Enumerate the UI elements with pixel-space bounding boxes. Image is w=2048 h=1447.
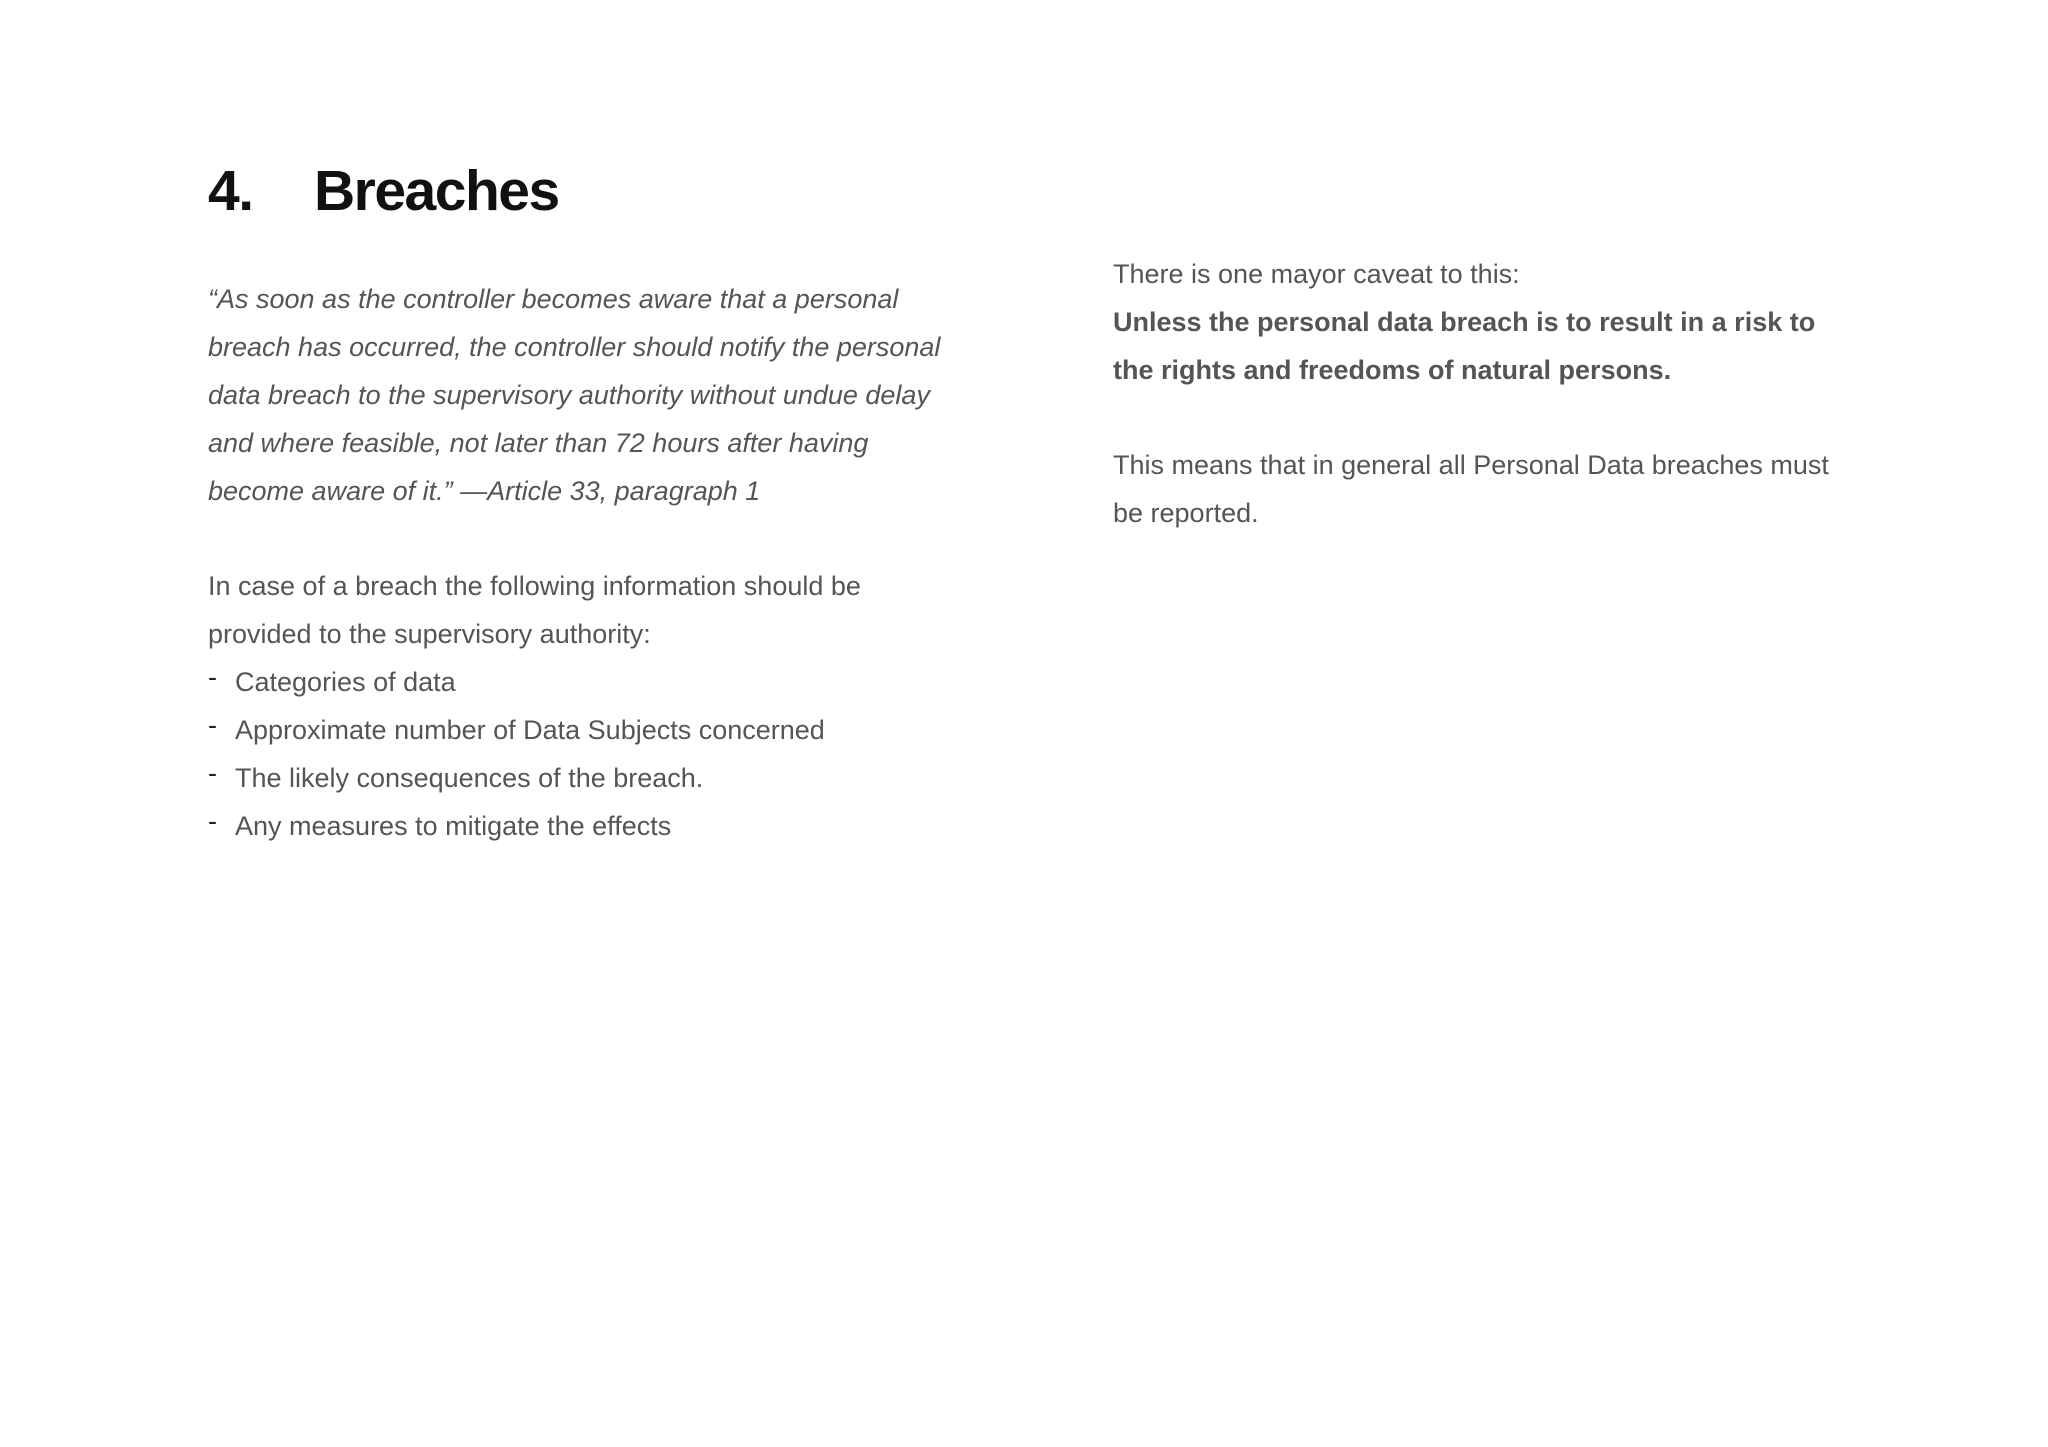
breach-info-list bbox=[208, 658, 948, 850]
caveat-intro: There is one mayor caveat to this: bbox=[1113, 259, 1520, 289]
page-title bbox=[208, 156, 559, 226]
list-item-text: Approximate number of Data Subjects concerned bbox=[235, 715, 825, 745]
right-column bbox=[1113, 250, 1853, 537]
dash-bullet: - bbox=[208, 758, 217, 788]
list-item-text: Any measures to mitigate the effects bbox=[235, 811, 672, 841]
section-title: Breaches bbox=[314, 159, 559, 223]
list-item bbox=[208, 658, 948, 706]
dash-bullet: - bbox=[208, 806, 217, 836]
section-number: 4. bbox=[208, 159, 253, 223]
breach-info-intro: In case of a breach the following information should be provided to the supervisory authority: bbox=[208, 571, 861, 649]
paragraph-spacer bbox=[208, 515, 948, 562]
paragraph-spacer bbox=[1113, 394, 1853, 441]
list-item-text: The likely consequences of the breach. bbox=[235, 763, 704, 793]
list-item bbox=[208, 802, 948, 850]
article-quote: “As soon as the controller becomes aware that a personal breach has occurred, the controller should notify the personal data breach to the supervisory authority without undue delay and where feasible, not later than 72 hours after having become aware of it.” —Article 33, paragraph 1 bbox=[208, 284, 941, 506]
caveat-statement: Unless the personal data breach is to result in a risk to the rights and freedoms of natural persons. bbox=[1113, 307, 1816, 385]
list-item-text: Categories of data bbox=[235, 667, 456, 697]
conclusion-text: This means that in general all Personal Data breaches must be reported. bbox=[1113, 450, 1829, 528]
left-column bbox=[208, 275, 948, 850]
dash-bullet: - bbox=[208, 662, 217, 692]
list-item bbox=[208, 706, 948, 754]
dash-bullet: - bbox=[208, 710, 217, 740]
list-item bbox=[208, 754, 948, 802]
